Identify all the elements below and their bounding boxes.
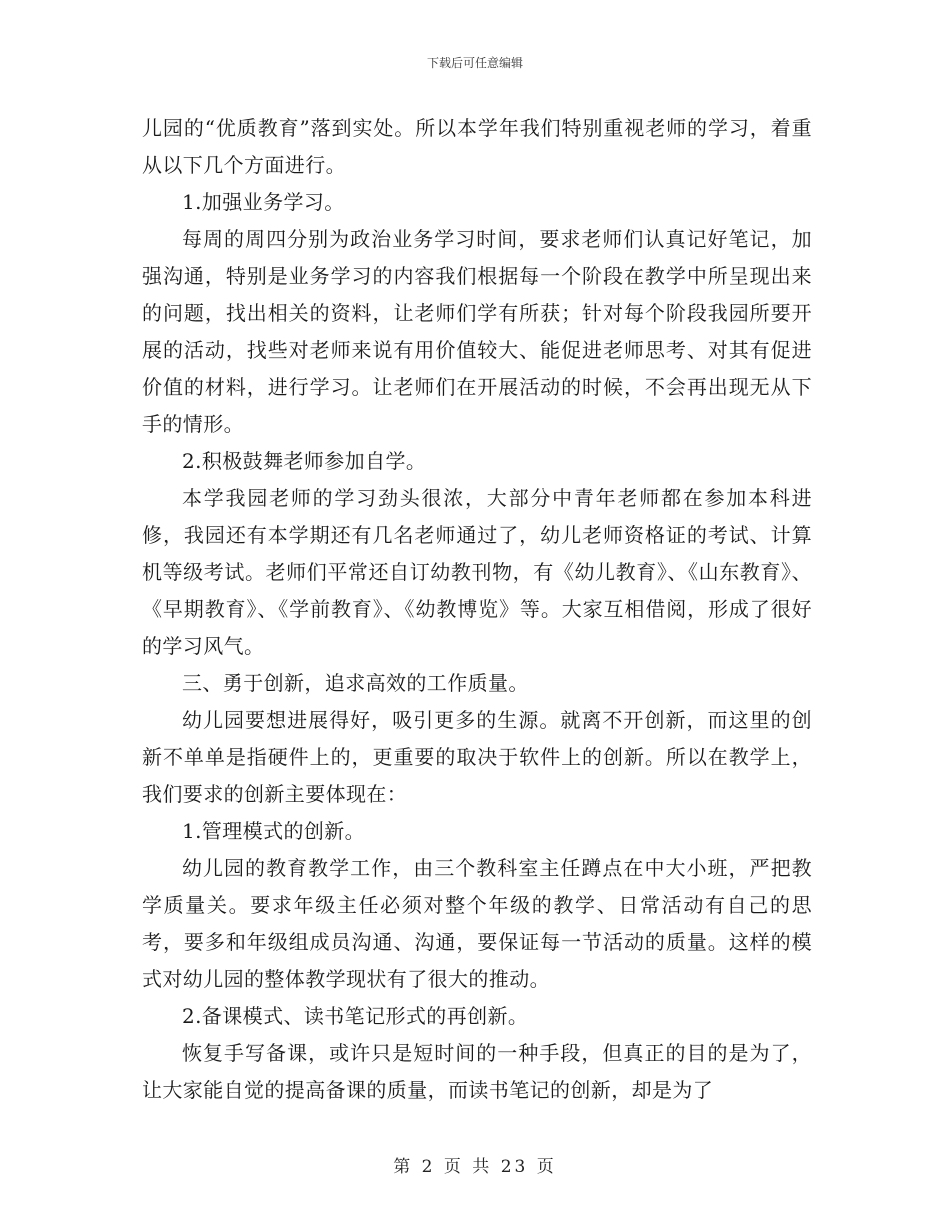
page-header-note: 下载后可任意编辑 (426, 56, 523, 70)
paragraph-self-study: 本学我园老师的学习劲头很浓，大部分中青年老师都在参加本科进修，我园还有本学期还有几名老师通过了，幼儿老师资格证的考试、计算机等级考试。老师们平常还自订幼教刊物，有《幼儿教育》、《山东教育》、《早期教育》、《学前教育》、《幼教博览》等。大家互相借阅，形成了很好的学习风气。 (142, 486, 812, 658)
document-body (142, 110, 812, 1109)
paragraph-continuation: 儿园的“优质教育”落到实处。所以本学年我们特别重视老师的学习，着重从以下几个方面进行。 (142, 116, 812, 177)
subheading-self-study: 2.积极鼓舞老师参加自学。 (182, 449, 427, 473)
paragraph-management-mode: 幼儿园的教育教学工作，由三个教科室主任蹲点在中大小班，严把教学质量关。要求年级主任必须对整个年级的教学、日常活动有自己的思考，要多和年级组成员沟通、沟通，要保证每一节活动的质量。这样的模式对幼儿园的整体教学现状有了很大的推动。 (142, 856, 812, 991)
paragraph-innovation: 幼儿园要想进展得好，吸引更多的生源。就离不开创新，而这里的创新不单单是指硬件上的，更重要的取决于软件上的创新。所以在教学上，我们要求的创新主要体现在： (142, 708, 812, 806)
subheading-lesson-prep: 2.备课模式、读书笔记形式的再创新。 (182, 1004, 529, 1028)
subheading-business-study: 1.加强业务学习。 (182, 190, 345, 214)
subheading-management-mode: 1.管理模式的创新。 (182, 819, 366, 843)
section-heading-innovation: 三、勇于创新，追求高效的工作质量。 (182, 671, 529, 695)
page-number-footer: 第 2 页 共 23 页 (393, 1157, 557, 1177)
paragraph-lesson-prep: 恢复手写备课，或许只是短时间的一种手段，但真正的目的是为了，让大家能自觉的提高备课的质量，而读书笔记的创新，却是为了 (142, 1041, 812, 1102)
paragraph-weekly-study: 每周的周四分别为政治业务学习时间，要求老师们认真记好笔记，加强沟通，特别是业务学习的内容我们根据每一个阶段在教学中所呈现出来的问题，找出相关的资料，让老师们学有所获；针对每个阶段我园所要开展的活动，找些对老师来说有用价值较大、能促进老师思考、对其有促进价值的材料，进行学习。让老师们在开展活动的时候，不会再出现无从下手的情形。 (142, 227, 812, 436)
